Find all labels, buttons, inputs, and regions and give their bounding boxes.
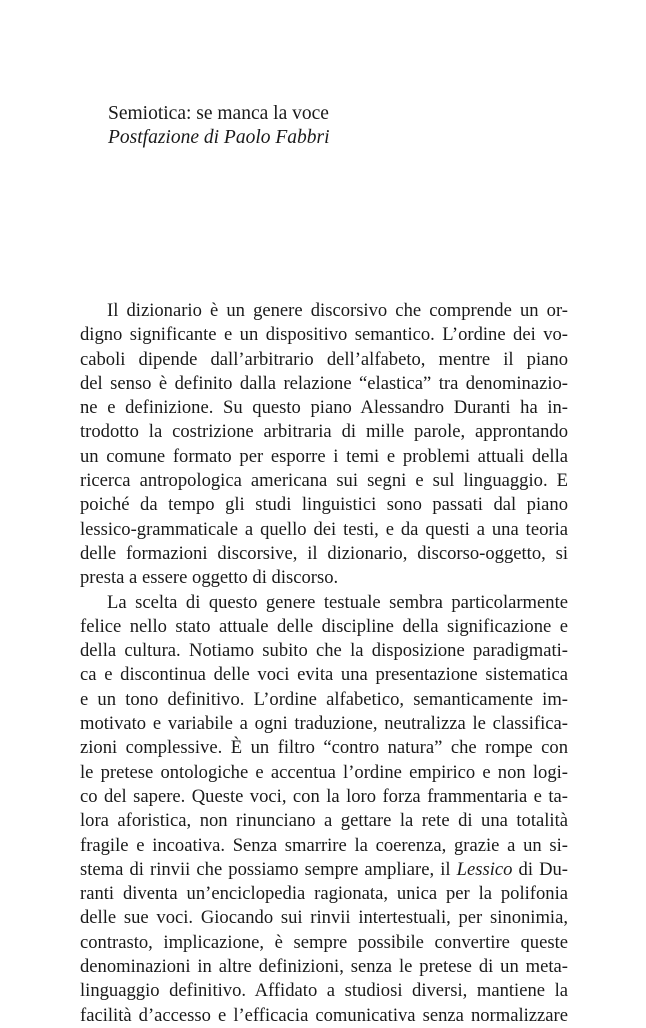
text-line: motivato e variabile a ogni traduzione, neutralizza le classifica-	[80, 713, 568, 735]
text-line: denominazioni in altre definizioni, senza le pretese di un meta-	[80, 956, 568, 978]
text-line: della cultura. Notiamo subito che la disposizione paradigmati-	[80, 640, 568, 662]
text-line: La scelta di questo genere testuale sembra particolarmente	[107, 591, 568, 613]
text-line: lora aforistica, non rinunciano a gettare la rete di una totalità	[80, 810, 568, 832]
text-line: Il dizionario è un genere discorsivo che comprende un or-	[107, 300, 568, 321]
text-line: facilità d’accesso e l’efficacia comunicativa senza normalizzare	[80, 1004, 568, 1026]
text-line: ranti diventa un’enciclopedia ragionata, unica per la polifonia	[80, 883, 568, 905]
text-line: poiché da tempo gli studi linguistici sono passati dal piano	[80, 494, 568, 516]
text-line: e un tono definitivo. L’ordine alfabetico, semanticamente im-	[80, 688, 568, 710]
chapter-subtitle: Postfazione di Paolo Fabbri	[108, 127, 330, 148]
text-line: ca e discontinua delle voci evita una presentazione sistematica	[80, 664, 568, 686]
text-line: delle sue voci. Giocando sui rinvii intertestuali, per sinonimia,	[80, 907, 568, 929]
text-line: contrasto, implicazione, è sempre possibile convertire queste	[80, 931, 568, 953]
text-line: delle formazioni discorsive, il dizionario, discorso-oggetto, si	[80, 542, 568, 564]
body-text	[80, 299, 568, 1028]
paragraph-2	[80, 591, 568, 1028]
text-fragment: stema di rinvii che possiamo sempre ampliare, il	[80, 858, 451, 880]
text-line: le pretese ontologiche e accentua l’ordine empirico e non logi-	[80, 761, 568, 783]
text-line-with-italic	[80, 858, 568, 882]
text-line: digno significante e un dispositivo semantico. L’ordine dei vo-	[80, 324, 568, 346]
text-line: caboli dipende dall’arbitrario dell’alfabeto, mentre il piano	[80, 348, 568, 370]
book-title-italic: Lessico	[456, 858, 513, 880]
text-line: ricerca antropologica americana sui segni e sul linguaggio. E	[80, 470, 568, 492]
text-fragment: di Du-	[518, 858, 568, 880]
text-line: lessico-grammaticale a quello dei testi, e da questi a una teoria	[80, 518, 568, 540]
chapter-heading	[108, 102, 588, 150]
text-line: presta a essere oggetto di discorso.	[80, 567, 339, 589]
text-line: fragile e incoativa. Senza smarrire la coerenza, grazie a un si-	[80, 834, 568, 856]
text-line: ne e definizione. Su questo piano Alessandro Duranti ha in-	[80, 397, 568, 419]
text-line: linguaggio definitivo. Affidato a studiosi diversi, mantiene la	[80, 980, 568, 1002]
chapter-title: Semiotica: se manca la voce	[108, 103, 329, 124]
text-line: zioni complessive. È un filtro “contro natura” che rompe con	[80, 737, 568, 759]
text-line: del senso è definito dalla relazione “elastica” tra denominazio-	[80, 372, 568, 394]
text-line: trodotto la costrizione arbitraria di mille parole, approntando	[80, 421, 568, 443]
text-line: un comune formato per esporre i temi e problemi attuali della	[80, 445, 568, 467]
text-line: co del sapere. Queste voci, con la loro forza frammentaria e ta-	[80, 785, 568, 807]
paragraph-1	[80, 299, 568, 591]
text-line: felice nello stato attuale delle discipline della significazione e	[80, 615, 568, 637]
